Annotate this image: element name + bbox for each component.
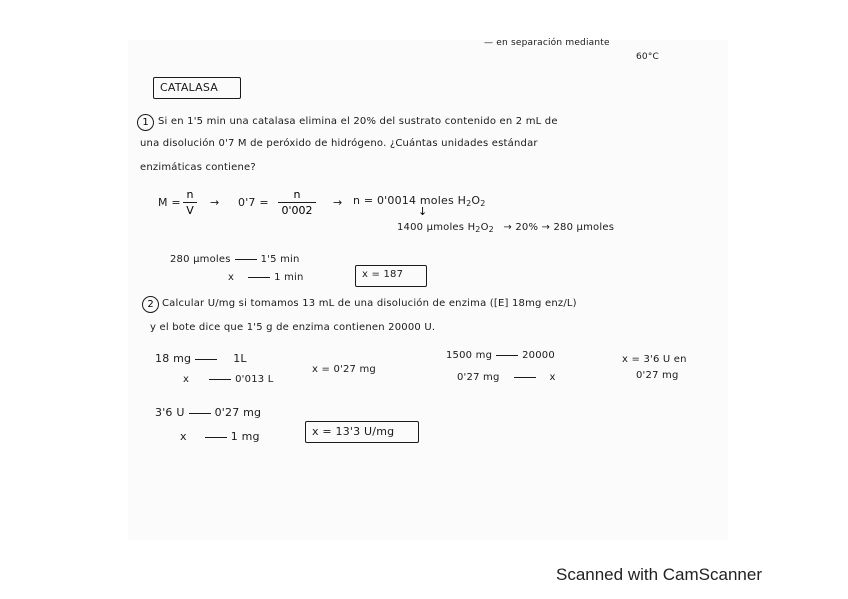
scanned-page: [128, 40, 728, 540]
problem-1-number: 1: [137, 114, 154, 131]
fraction-n-over-v: [183, 188, 197, 217]
page-title: CATALASA: [160, 81, 218, 94]
rule-2b-result-line-1: x = 3'6 U en: [622, 354, 687, 365]
rule-2c-row-b: x 1 mg: [180, 430, 260, 443]
problem-2-number: 2: [142, 296, 159, 313]
answer-2: x = 13'3 U/mg: [312, 425, 395, 438]
arrow: →: [210, 196, 220, 209]
problem-2-line-1: Calcular U/mg si tomamos 13 mL de una disolución de enzima ([E] 18mg enz/L): [162, 298, 577, 309]
answer-box-1: [355, 265, 427, 287]
problem-1-line-3: enzimáticas contiene?: [140, 162, 256, 173]
rule-2b-row-b: 0'27 mg x: [457, 372, 556, 383]
problem-1-line-1: Si en 1'5 min una catalasa elimina el 20% del sustrato contenido en 2 mL de: [158, 116, 558, 127]
down-arrow: ↓: [418, 205, 428, 218]
answer-1: x = 187: [362, 269, 404, 280]
equation-molarity: M =: [158, 196, 181, 209]
rule-2b-result-line-2: 0'27 mg: [636, 370, 679, 381]
rule-2b-row-a: 1500 mg 20000: [446, 350, 555, 361]
problem-2-line-2: y el bote dice que 1'5 g de enzima contienen 20000 U.: [150, 322, 436, 333]
title-box: [153, 77, 241, 99]
rule-2a-row-b: x 0'013 L: [183, 374, 274, 385]
top-fragment-text: — en separación mediante: [484, 38, 610, 48]
answer-box-2: [305, 421, 419, 443]
fraction-numerator-2: n: [293, 188, 301, 201]
equation-0-7: 0'7 =: [238, 196, 269, 209]
rule-2a-row-a: 18 mg 1L: [155, 352, 247, 365]
top-fragment-temp: 60°C: [636, 52, 660, 62]
rule-2a-result: x = 0'27 mg: [312, 364, 376, 375]
fraction-denominator: V: [186, 204, 194, 217]
arrow: →: [333, 196, 343, 209]
fraction-n-over-0002: [278, 188, 316, 217]
fraction-denominator-2: 0'002: [281, 204, 313, 217]
fraction-numerator: n: [186, 188, 194, 201]
micromoles-conversion: 1400 μmoles $H_2O_2 \to 20\% \to 280$ μmoles: [397, 222, 615, 234]
problem-1-line-2: una disolución 0'7 M de peróxido de hidrógeno. ¿Cuántas unidades estándar: [140, 138, 538, 149]
equation-moles-result: n = 0'0014 moles $H_2O_2$: [353, 194, 486, 208]
rule-1-row-a: 280 μmoles 1'5 min: [170, 254, 300, 265]
rule-2c-row-a: 3'6 U 0'27 mg: [155, 406, 262, 419]
scanner-watermark: Scanned with CamScanner: [555, 565, 762, 584]
rule-1-row-b: x 1 min: [228, 272, 304, 283]
